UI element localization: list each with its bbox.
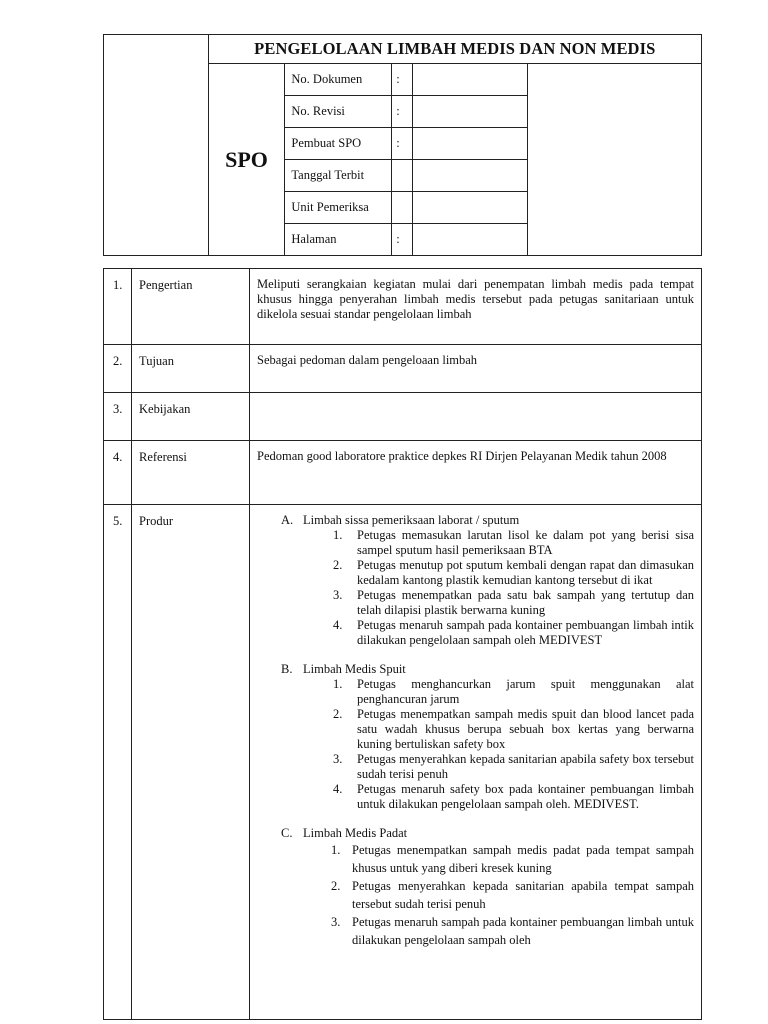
field-colon: :: [392, 224, 413, 256]
spo-label: SPO: [208, 64, 285, 256]
step-text: Petugas menyerahkan kepada sanitarian apabila tempat sampah tersebut sudah terisi penuh: [352, 879, 694, 911]
list-item: [257, 752, 694, 782]
field-label-tanggal-terbit: Tanggal Terbit: [285, 160, 392, 192]
procedure-section-c: [257, 826, 694, 949]
row-description: Pedoman good laboratore praktice depkes RI Dirjen Pelayanan Medik tahun 2008: [250, 441, 702, 505]
procedure-cell: [250, 505, 702, 1020]
row-number: 3.: [104, 393, 132, 441]
step-number: 1.: [333, 677, 343, 691]
field-value-no-dokumen: [413, 64, 528, 96]
step-text: Petugas memasukan larutan lisol ke dalam pot yang berisi sisa sampel sputum hasil pemeriksaan BTA: [357, 528, 694, 557]
list-item: [257, 841, 694, 877]
list-item: [257, 707, 694, 752]
step-list: [257, 841, 694, 949]
logo-cell: [104, 35, 209, 256]
list-item: [257, 618, 694, 648]
section-letter: B.: [281, 662, 293, 676]
section-letter: A.: [281, 513, 294, 527]
table-row: [104, 505, 702, 1020]
step-text: Petugas menempatkan pada satu bak sampah yang tertutup dan telah dilapisi plastik berwarna kuning: [357, 588, 694, 617]
step-number: 2.: [333, 558, 343, 572]
list-item: [257, 528, 694, 558]
row-term: Kebijakan: [132, 393, 250, 441]
document-header-table: [103, 34, 702, 256]
step-text: Petugas menyerahkan kepada sanitarian apabila safety box tersebut sudah terisi penuh: [357, 752, 694, 781]
row-number: 4.: [104, 441, 132, 505]
step-text: Petugas menempatkan sampah medis padat pada tempat sampah khusus untuk yang diberi kresek kuning: [352, 843, 694, 875]
field-label-pembuat-spo: Pembuat SPO: [285, 128, 392, 160]
field-label-unit-pemeriksa: Unit Pemeriksa: [285, 192, 392, 224]
procedure-section-b: [257, 662, 694, 812]
section-letter: C.: [281, 826, 293, 840]
step-text: Petugas menaruh sampah pada kontainer pembuangan limbah intik dilakukan pengelolaan sampah oleh MEDIVEST: [357, 618, 694, 647]
step-number: 4.: [333, 782, 343, 796]
row-number: 1.: [104, 269, 132, 345]
step-list: [257, 677, 694, 812]
header-blank-cell: [527, 64, 701, 256]
step-text: Petugas menaruh sampah pada kontainer pembuangan limbah untuk dilakukan pengelolaan sampah oleh: [352, 915, 694, 947]
field-value-unit-pemeriksa: [413, 192, 528, 224]
table-row: [104, 441, 702, 505]
row-term: Referensi: [132, 441, 250, 505]
list-item: [257, 913, 694, 949]
row-description: [250, 393, 702, 441]
section-title: [257, 826, 694, 841]
row-number: 5.: [104, 505, 132, 1020]
row-term: Produr: [132, 505, 250, 1020]
table-row: [104, 393, 702, 441]
row-term: Pengertian: [132, 269, 250, 345]
step-number: 3.: [333, 588, 343, 602]
step-number: 2.: [331, 879, 341, 893]
list-item: [257, 588, 694, 618]
field-label-no-dokumen: No. Dokumen: [285, 64, 392, 96]
field-colon: [392, 160, 413, 192]
step-text: Petugas menutup pot sputum kembali dengan rapat dan dimasukan kedalam kantong plastik kemudian kantong tersebut di ikat: [357, 558, 694, 587]
section-title-text: Limbah sissa pemeriksaan laborat / sputum: [303, 513, 520, 527]
field-value-halaman: [413, 224, 528, 256]
step-list: [257, 528, 694, 648]
procedure-table: [103, 268, 702, 1020]
section-title: [257, 662, 694, 677]
field-value-pembuat-spo: [413, 128, 528, 160]
step-text: Petugas menempatkan sampah medis spuit dan blood lancet pada satu wadah khusus berupa sebuah box kertas yang berwarna kuning bertuliskan safety box: [357, 707, 694, 751]
step-text: Petugas menaruh safety box pada kontainer pembuangan limbah untuk dilakukan pengelolaan sampah oleh. MEDIVEST.: [357, 782, 694, 811]
list-item: [257, 782, 694, 812]
field-value-tanggal-terbit: [413, 160, 528, 192]
step-number: 3.: [331, 915, 341, 929]
section-title-text: Limbah Medis Padat: [303, 826, 408, 840]
field-colon: :: [392, 96, 413, 128]
row-number: 2.: [104, 345, 132, 393]
table-row: [104, 345, 702, 393]
table-row: [104, 269, 702, 345]
step-text: Petugas menghancurkan jarum spuit menggunakan alat penghancuran jarum: [357, 677, 694, 706]
field-value-no-revisi: [413, 96, 528, 128]
procedure-section-a: [257, 513, 694, 648]
list-item: [257, 877, 694, 913]
row-description: Meliputi serangkaian kegiatan mulai dari penempatan limbah medis pada tempat khusus hingga penyerahan limbah medis tersebut pada petugas sanitariaan untuk dikelola sesuai standar pengelolaan limbah: [250, 269, 702, 345]
step-number: 4.: [333, 618, 343, 632]
row-description: Sebagai pedoman dalam pengeloaan limbah: [250, 345, 702, 393]
field-colon: :: [392, 64, 413, 96]
step-number: 1.: [333, 528, 343, 542]
list-item: [257, 558, 694, 588]
field-colon: [392, 192, 413, 224]
field-label-no-revisi: No. Revisi: [285, 96, 392, 128]
step-number: 2.: [333, 707, 343, 721]
step-number: 3.: [333, 752, 343, 766]
field-label-halaman: Halaman: [285, 224, 392, 256]
section-title: [257, 513, 694, 528]
list-item: [257, 677, 694, 707]
section-title-text: Limbah Medis Spuit: [303, 662, 406, 676]
row-term: Tujuan: [132, 345, 250, 393]
field-colon: :: [392, 128, 413, 160]
document-title: PENGELOLAAN LIMBAH MEDIS DAN NON MEDIS: [208, 35, 701, 64]
step-number: 1.: [331, 843, 341, 857]
